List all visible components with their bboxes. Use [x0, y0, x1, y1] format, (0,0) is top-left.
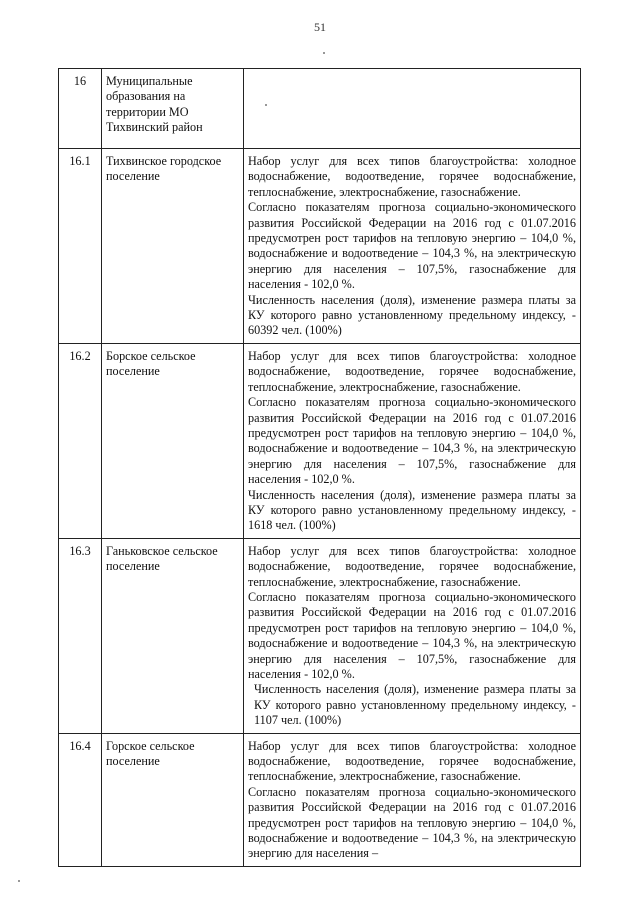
description-cell: [244, 733, 581, 866]
population-text: Численность населения (доля), изменение размера платы за КУ которого равно установленному предельному индексу, - 60392 чел. (100%): [248, 292, 576, 338]
services-text: Набор услуг для всех типов благоустройства: холодное водоснабжение, водоотведение, горячее водоснабжение, теплоснабжение, электроснабжение, газоснабжение.: [248, 154, 576, 199]
municipality-name: Борское сельское поселение: [102, 343, 244, 538]
scan-speck: [18, 880, 20, 882]
municipality-name: Тихвинское городское поселение: [102, 149, 244, 344]
services-text: Набор услуг для всех типов благоустройства: холодное водоснабжение, водоотведение, горячее водоснабжение, теплоснабжение, электроснабжение, газоснабжение.: [248, 738, 576, 784]
description-cell: [244, 149, 581, 344]
services-text: Набор услуг для всех типов благоустройства: холодное водоснабжение, водоотведение, горячее водоснабжение, теплоснабжение, электроснабжение, газоснабжение.: [248, 543, 576, 589]
scan-speck: [265, 104, 267, 106]
table-row: [59, 149, 581, 344]
page-number: 51: [314, 20, 326, 34]
table-row: [59, 538, 581, 733]
row-number: 16.4: [59, 733, 102, 866]
scan-speck: [323, 52, 325, 54]
forecast-text: Согласно показателям прогноза социально-экономического развития Российской Федерации на 2016 год с 01.07.2016 предусмотрен рост тарифов на тепловую энергию – 104,0 %, водоснабжение и водоотведение – 104,3 %, на электрическую энергию для населения – 107,5%, газоснабжение для населения - 102,0 %.: [248, 200, 576, 292]
row-number: 16.1: [59, 149, 102, 344]
row-number: 16.2: [59, 343, 102, 538]
table-row: [59, 69, 581, 149]
population-text: Численность населения (доля), изменение размера платы за КУ которого равно установленному предельному индексу, - 1107 чел. (100%): [254, 682, 576, 728]
table-row: [59, 733, 581, 866]
population-text: Численность населения (доля), изменение размера платы за КУ которого равно установленному предельному индексу, - 1618 чел. (100%): [248, 487, 576, 533]
description-cell: [244, 69, 581, 149]
forecast-text: Согласно показателям прогноза социально-экономического развития Российской Федерации на 2016 год с 01.07.2016 предусмотрен рост тарифов на тепловую энергию – 104,0 %, водоснабжение и водоотведение – 104,3 %, на электрическую энергию для населения – 107,5%, газоснабжение для населения - 102,0 %.: [248, 589, 576, 681]
services-text: Набор услуг для всех типов благоустройства: холодное водоснабжение, водоотведение, горячее водоснабжение, теплоснабжение, электроснабжение, газоснабжение.: [248, 348, 576, 394]
municipality-name: Муниципальные образования на территории МО Тихвинский район: [102, 69, 244, 149]
description-cell: [244, 538, 581, 733]
forecast-text: Согласно показателям прогноза социально-экономического развития Российской Федерации на 2016 год с 01.07.2016 предусмотрен рост тарифов на тепловую энергию – 104,0 %, водоснабжение и водоотведение – 104,3 %, на электрическую энергию для населения – 107,5%, газоснабжение для населения - 102,0 %.: [248, 395, 576, 487]
description-cell: [244, 343, 581, 538]
table-row: [59, 343, 581, 538]
tariff-table: [58, 68, 581, 867]
forecast-text: Согласно показателям прогноза социально-экономического развития Российской Федерации на 2016 год с 01.07.2016 предусмотрен рост тарифов на тепловую энергию – 104,0 %, водоснабжение и водоотведение – 104,3 %, на электрическую энергию для населения –: [248, 784, 576, 861]
municipality-name: Горское сельское поселение: [102, 733, 244, 866]
municipality-name: Ганьковское сельское поселение: [102, 538, 244, 733]
row-number: 16.3: [59, 538, 102, 733]
row-number: 16: [59, 69, 102, 149]
